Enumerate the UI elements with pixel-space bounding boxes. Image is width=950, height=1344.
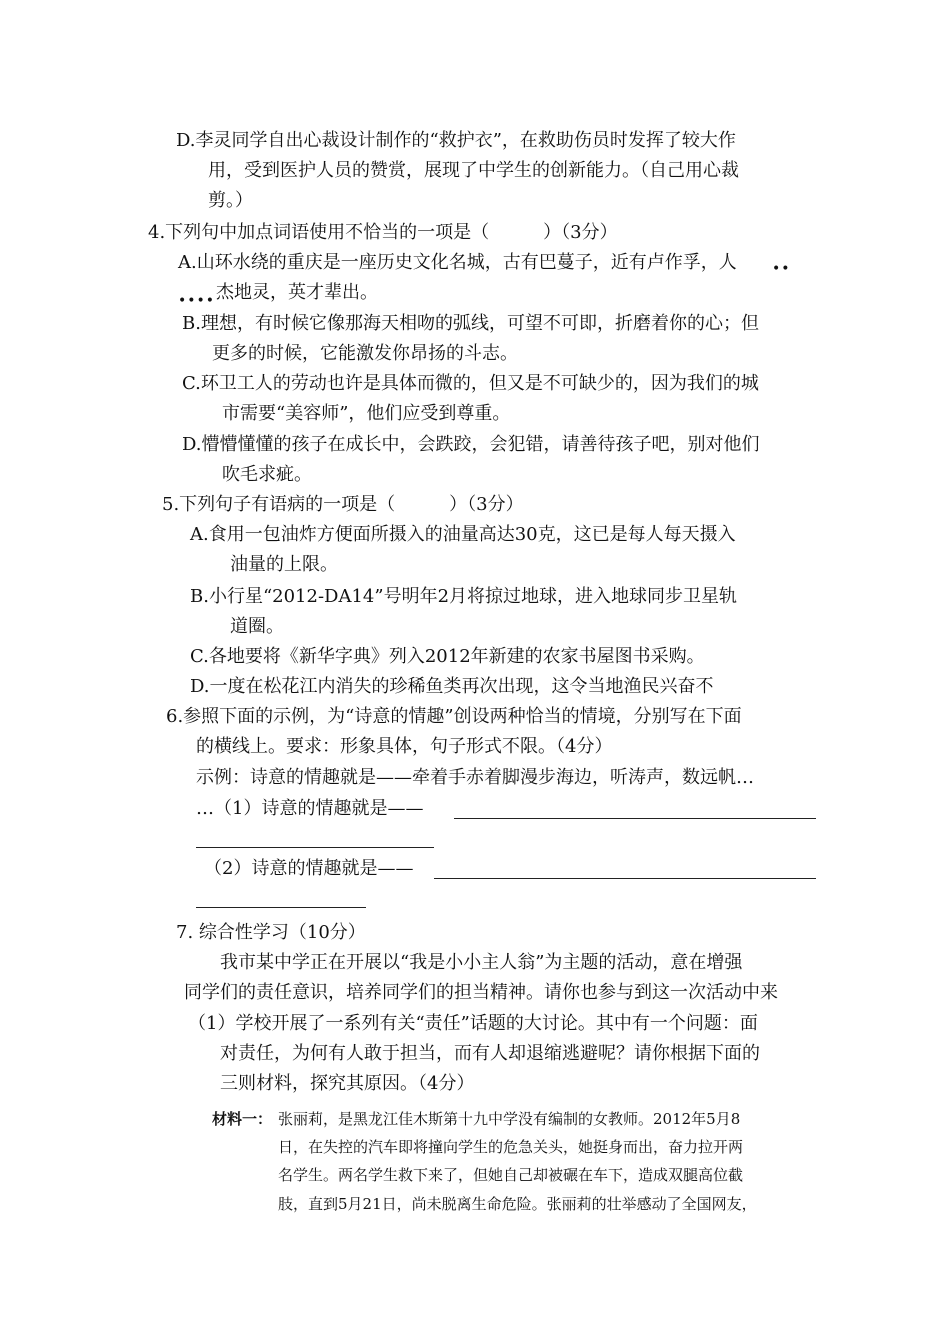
q5-option-d: D.一度在松花江内消失的珍稀鱼类再次出现，这令当地渔民兴奋不 bbox=[190, 676, 714, 697]
q6-answer-line-2b[interactable] bbox=[196, 907, 366, 908]
q6-answer-line-1a[interactable] bbox=[454, 818, 816, 819]
q4-option-b-line2: 更多的时候，它能激发你昂扬的斗志。 bbox=[212, 343, 518, 364]
q7-sub1-line3: 三则材料，探究其原因。（4分） bbox=[220, 1073, 475, 1094]
q3-option-d-line1: D.李灵同学自出心裁设计制作的“救护衣”，在救助伤员时发挥了较大作 bbox=[176, 130, 736, 151]
q4-option-c-line1: C.环卫工人的劳动也许是具体而微的，但又是不可缺少的，因为我们的城 bbox=[182, 373, 759, 394]
q7-intro-line2: 同学们的责任意识，培养同学们的担当精神。请你也参与到这一次活动中来 bbox=[184, 982, 778, 1003]
q6-answer-line-2a[interactable] bbox=[434, 878, 816, 879]
q4-option-a-line1: A.山环水绕的重庆是一座历史文化名城，古有巴蔓子，近有卢作孚，人 bbox=[178, 252, 737, 273]
q4-option-b-line1: B.理想，有时候它像那海天相吻的弧线，可望不可即，折磨着你的心；但 bbox=[182, 313, 759, 334]
emphasis-dots: •••• bbox=[178, 293, 216, 309]
q5-option-b-line2: 道圈。 bbox=[230, 616, 284, 637]
q5-option-b-line1: B.小行星“2012-DA14”号明年2月将掠过地球，进入地球同步卫星轨 bbox=[190, 586, 738, 607]
q4-option-d-line1: D.懵懵懂懂的孩子在成长中，会跌跤，会犯错，请善待孩子吧，别对他们 bbox=[182, 434, 760, 455]
emphasis-dots: •• bbox=[772, 261, 791, 277]
material-1-line1: 张丽莉，是黑龙江佳木斯第十九中学没有编制的女教师。2012年5月8 bbox=[278, 1110, 741, 1128]
q5-stem: 5.下列句子有语病的一项是（ ）（3分） bbox=[162, 494, 524, 515]
q5-option-a-line1: A.食用一包油炸方便面所摄入的油量高达30克，这已是每人每天摄入 bbox=[190, 524, 736, 545]
q7-sub1-line1: （1）学校开展了一系列有关“责任”话题的大讨论。其中有一个问题：面 bbox=[188, 1013, 758, 1034]
material-1-label: 材料一： bbox=[212, 1110, 273, 1128]
q6-stem-line1: 6.参照下面的示例，为“诗意的情趣”创设两种恰当的情境，分别写在下面 bbox=[166, 706, 742, 727]
q4-option-a-line2: 杰地灵，英才辈出。 bbox=[216, 282, 378, 303]
q4-stem: 4.下列句中加点词语使用不恰当的一项是（ ）（3分） bbox=[148, 222, 618, 243]
q6-stem-line2: 的横线上。要求：形象具体，句子形式不限。（4分） bbox=[196, 736, 613, 757]
q4-option-c-line2: 市需要“美容师”，他们应受到尊重。 bbox=[222, 403, 511, 424]
q7-intro-line1: 我市某中学正在开展以“我是小小主人翁”为主题的活动，意在增强 bbox=[220, 952, 743, 973]
material-1-line3: 名学生。两名学生救下来了，但她自己却被碾在车下，造成双腿高位截 bbox=[278, 1166, 744, 1184]
q6-item1-label: …（1）诗意的情趣就是—— bbox=[196, 798, 424, 819]
q6-example: 示例：诗意的情趣就是——牵着手赤着脚漫步海边，听涛声，数远帆… bbox=[196, 767, 754, 788]
q5-option-a-line2: 油量的上限。 bbox=[230, 554, 338, 575]
q6-item2-label: （2）诗意的情趣就是—— bbox=[204, 858, 414, 879]
q6-answer-line-1b[interactable] bbox=[196, 847, 434, 848]
q5-option-c: C.各地要将《新华字典》列入2012年新建的农家书屋图书采购。 bbox=[190, 646, 705, 667]
material-1-line4: 肢，直到5月21日，尚未脱离生命危险。张丽莉的壮举感动了全国网友， bbox=[278, 1195, 757, 1213]
q3-option-d-line2: 用，受到医护人员的赞赏，展现了中学生的创新能力。（自己用心裁 bbox=[208, 160, 739, 181]
q7-title: 7. 综合性学习（10分） bbox=[176, 922, 366, 943]
q7-sub1-line2: 对责任，为何有人敢于担当，而有人却退缩逃避呢？请你根据下面的 bbox=[220, 1043, 760, 1064]
material-1-line2: 日，在失控的汽车即将撞向学生的危急关头，她挺身而出，奋力拉开两 bbox=[278, 1138, 744, 1156]
q3-option-d-line3: 剪。） bbox=[208, 190, 253, 211]
q4-option-d-line2: 吹毛求疵。 bbox=[222, 464, 312, 485]
